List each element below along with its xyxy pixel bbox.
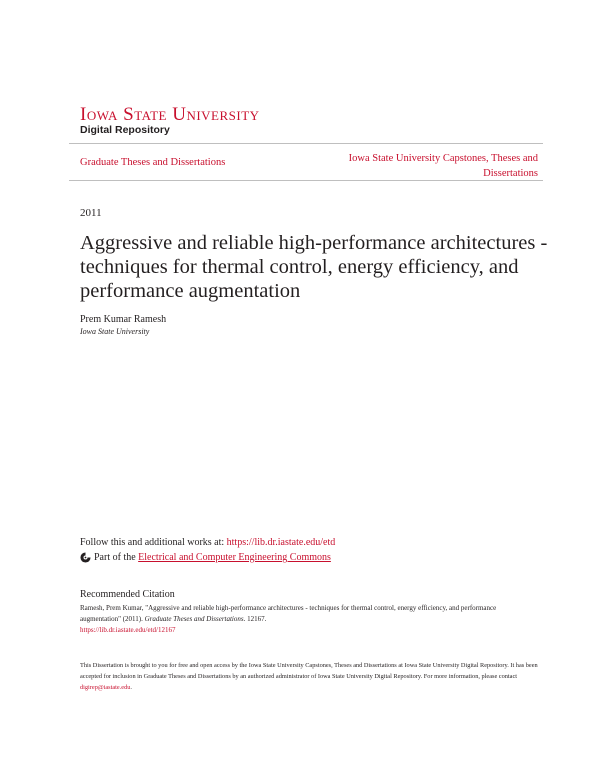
citation-main: Ramesh, Prem Kumar, "Aggressive and reliable high-performance architectures - techniques for thermal control, energy efficiency, and performance augmentation" (2011).	[80, 604, 497, 623]
capstones-link[interactable]: Iowa State University Capstones, Theses and Dissertations	[348, 153, 538, 179]
header-bottom-divider	[69, 180, 543, 181]
university-logo: Iowa State University	[80, 104, 260, 125]
document-title: Aggressive and reliable high-performance architectures - techniques for thermal control, energy efficiency, and performance augmentation	[80, 232, 548, 302]
graduate-theses-link[interactable]: Graduate Theses and Dissertations	[80, 157, 226, 168]
engineering-commons-link[interactable]: Electrical and Computer Engineering Commons	[138, 552, 331, 563]
contact-email-link[interactable]: digirep@iastate.edu	[80, 684, 131, 691]
follow-prefix: Follow this and additional works at:	[80, 537, 225, 548]
follow-line	[80, 537, 335, 548]
notice-text: This Dissertation is brought to you for free and open access by the Iowa State University Capstones, Theses and Dissertations at Iowa State University Digital Repository. It has been accepted for inclusion in Graduate Theses and Dissertations by an authorized administrator of Iowa State University Digital Repository. For more information, please contact	[80, 662, 538, 680]
etd-url-link[interactable]: https://lib.dr.iastate.edu/etd	[226, 537, 336, 548]
citation-number: . 12167.	[243, 615, 267, 623]
header-top-divider	[69, 143, 543, 144]
notice-end: .	[130, 684, 132, 691]
publication-year: 2011	[80, 207, 102, 219]
open-access-icon	[80, 552, 91, 563]
repository-label: Digital Repository	[80, 124, 170, 136]
citation-heading: Recommended Citation	[80, 589, 175, 600]
part-of-line	[80, 552, 331, 563]
part-of-prefix: Part of the	[94, 552, 136, 563]
citation-url-link[interactable]: https://lib.dr.iastate.edu/etd/12167	[80, 626, 176, 634]
author-affiliation: Iowa State University	[80, 327, 150, 336]
access-notice	[80, 660, 540, 693]
author-name: Prem Kumar Ramesh	[80, 314, 167, 325]
citation-text	[80, 603, 530, 636]
citation-journal: Graduate Theses and Dissertations	[144, 615, 244, 623]
